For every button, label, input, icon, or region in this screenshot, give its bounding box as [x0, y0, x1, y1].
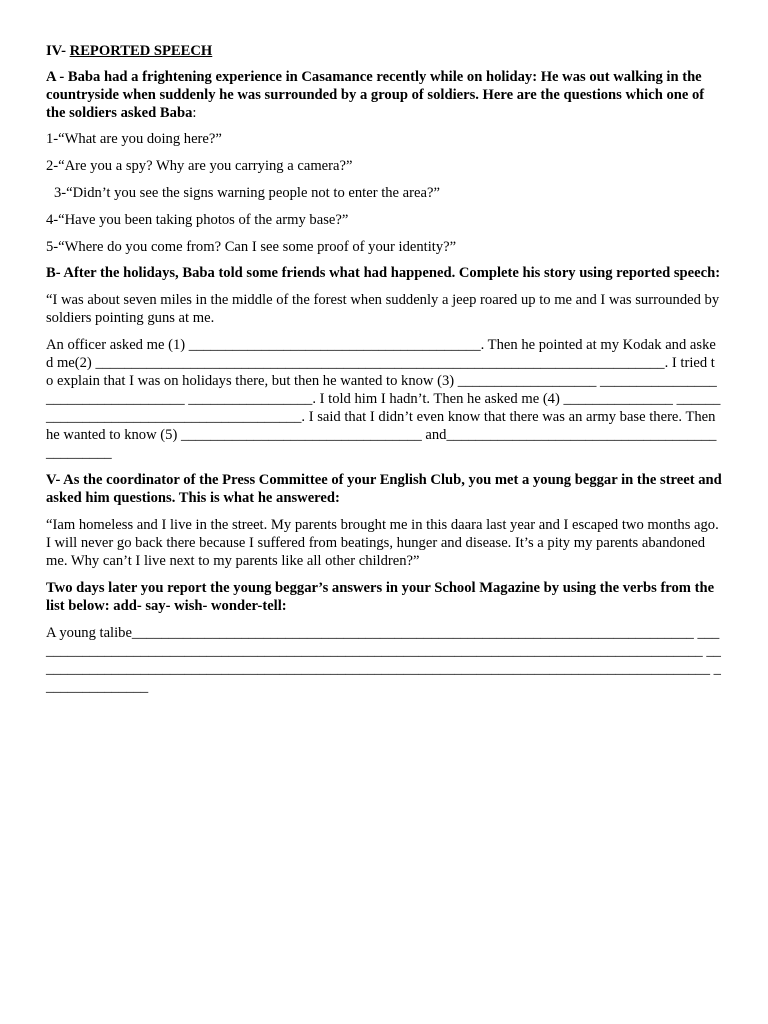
question-2: 2-“Are you a spy? Why are you carrying a camera?” — [46, 158, 353, 174]
worksheet-page — [46, 42, 722, 705]
part-a-intro-colon: : — [192, 105, 197, 121]
section-5-instruction: V- As the coordinator of the Press Committee of your English Club, you met a young beggar in the street and asked him questions. This is what he answered: — [46, 472, 722, 506]
part-b-story-blanks: An officer asked me (1) ________________________________________. Then he pointed at my Kodak and asked me(2) ______________________________________________________________________________. I tried to explain that I was on holidays there, but then he wanted to know (3) ___________________ ___________________________________ _________________. I told him I hadn’t. Then he asked me (4) _______________ _________________________________________. I said that I didn’t even know that there was an army base there. Then he wanted to know (5) _________________________________ and______________________________________________ — [46, 337, 721, 461]
section-5-answer-lines: A young talibe_____________________________________________________________________________ _____________________________________________________________________________________________ _____________________________________________________________________________________________ _______________ — [46, 625, 721, 695]
part-b-instruction: B- After the holidays, Baba told some friends what had happened. Complete his story using reported speech: — [46, 265, 721, 281]
section-number: IV- — [46, 43, 70, 59]
question-1: 1-“What are you doing here?” — [46, 131, 222, 147]
question-5: 5-“Where do you come from? Can I see some proof of your identity?” — [46, 239, 457, 255]
section-heading — [46, 42, 722, 60]
part-a-instruction — [46, 68, 722, 122]
part-a-intro-text: A - Baba had a frightening experience in Casamance recently while on holiday: He was out walking in the countryside when suddenly he was surrounded by a group of soldiers. Here are the questions which one of the soldiers asked Baba — [46, 69, 705, 121]
question-4: 4-“Have you been taking photos of the army base?” — [46, 212, 349, 228]
section-5-quote: “Iam homeless and I live in the street. My parents brought me in this daara last year and I escaped two months ago. I will never go back there because I suffered from beatings, hunger and disease. It’s a pity my parents abandoned me. Why can’t I live next to my parents like all other children?” — [46, 517, 719, 569]
part-b-quote: “I was about seven miles in the middle of the forest when suddenly a jeep roared up to me and I was surrounded by soldiers pointing guns at me. — [46, 292, 720, 326]
section-title: REPORTED SPEECH — [69, 43, 213, 59]
section-5-task: Two days later you report the young beggar’s answers in your School Magazine by using the verbs from the list below: add- say- wish- wonder-tell: — [46, 580, 715, 614]
question-3: 3-“Didn’t you see the signs warning people not to enter the area?” — [54, 185, 440, 201]
